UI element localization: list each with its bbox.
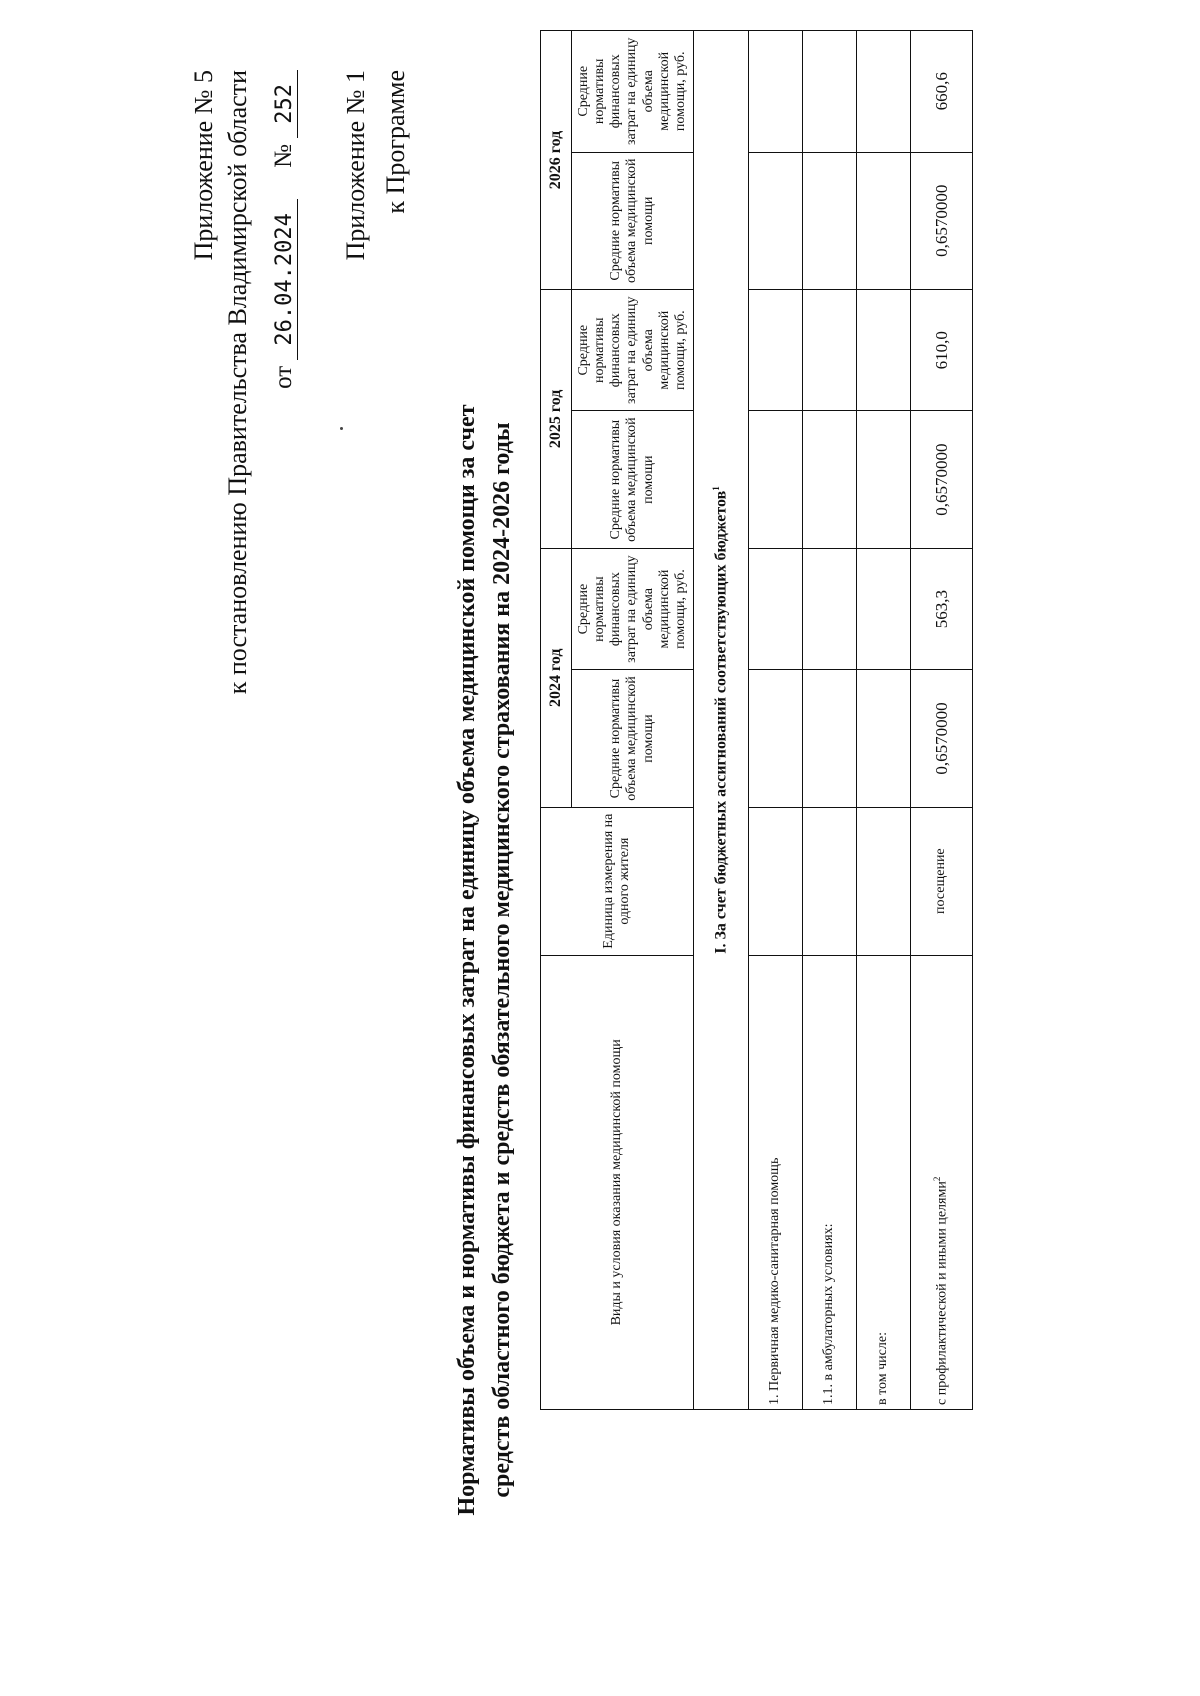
- resolution-reference: к постановлению Правительства Владимирской области: [223, 70, 252, 695]
- sub-header-volume-2026: Средние нормативы объема медицинской помощи: [572, 152, 694, 289]
- document-page: [0, 30, 1150, 1680]
- row-label: [911, 955, 973, 1409]
- year-2024-header: 2024 год: [541, 548, 572, 807]
- row-cost-2026: [749, 31, 803, 153]
- row-volume-2026: [749, 152, 803, 289]
- col-header-type: Виды и условия оказания медицинской помощи: [541, 955, 694, 1409]
- year-2026-header: 2026 год: [541, 31, 572, 290]
- title-line-1: Нормативы объема и нормативы финансовых затрат на единицу объема медицинской помощи за счет: [454, 404, 480, 1516]
- appendix-number: Приложение № 5: [189, 70, 218, 261]
- row-volume-2024: [803, 670, 857, 807]
- row-volume-2024: 0,6570000: [911, 670, 973, 807]
- document-title: [450, 310, 520, 1610]
- row-unit: [857, 807, 911, 955]
- year-2025-header: 2025 год: [541, 289, 572, 548]
- sub-header-volume-2025: Средние нормативы объема медицинской помощи: [572, 411, 694, 548]
- norms-table: [540, 30, 973, 1410]
- row-volume-2026: [803, 152, 857, 289]
- row-cost-2024: [803, 548, 857, 670]
- resolution-date-line: [268, 70, 299, 389]
- row-label: в том числе:: [857, 955, 911, 1409]
- table-row: [749, 31, 803, 1410]
- row-cost-2026: [857, 31, 911, 153]
- number-prefix: №: [270, 144, 297, 168]
- row-unit: посещение: [911, 807, 973, 955]
- row-cost-2025: [857, 289, 911, 411]
- row-cost-2026: [803, 31, 857, 153]
- sub-header-volume-2024: Средние нормативы объема медицинской помощи: [572, 670, 694, 807]
- date-prefix: от: [270, 365, 297, 389]
- row-cost-2025: [749, 289, 803, 411]
- table-row: [857, 31, 911, 1410]
- row-volume-2025: [803, 411, 857, 548]
- sub-header-cost-2024: Средние нормативы финансовых затрат на единицу объема медицинской помощи, руб.: [572, 548, 694, 670]
- row-cost-2024: [749, 548, 803, 670]
- program-reference: к Программе: [381, 70, 410, 214]
- row-cost-2024: 563,3: [911, 548, 973, 670]
- row-cost-2025: 610,0: [911, 289, 973, 411]
- footnote-marker-2: 2: [932, 1176, 943, 1182]
- resolution-date: 26.04.2024: [272, 199, 298, 359]
- sub-header-cost-2026: Средние нормативы финансовых затрат на единицу объема медицинской помощи, руб.: [572, 31, 694, 153]
- row-volume-2025: [857, 411, 911, 548]
- footnote-marker-1: 1: [711, 486, 722, 491]
- resolution-number: 252: [272, 70, 298, 138]
- row-cost-2026: 660,6: [911, 31, 973, 153]
- row-cost-2024: [857, 548, 911, 670]
- table-row: [911, 31, 973, 1410]
- row-volume-2026: 0,6570000: [911, 152, 973, 289]
- table-row: [803, 31, 857, 1410]
- sub-header-cost-2025: Средние нормативы финансовых затрат на единицу объема медицинской помощи, руб.: [572, 289, 694, 411]
- row-cost-2025: [803, 289, 857, 411]
- row-unit: [803, 807, 857, 955]
- row-label: 1. Первичная медико-санитарная помощь: [749, 955, 803, 1409]
- row-volume-2024: [857, 670, 911, 807]
- col-header-unit: Единица измерения на одного жителя: [541, 807, 694, 955]
- row-label-text: с профилактической и иными целями: [934, 1181, 950, 1405]
- section-budget-title: I. За счет бюджетных ассигнований соответствующих бюджетов: [712, 490, 730, 954]
- section-budget-header: [694, 31, 749, 1410]
- row-volume-2025: [749, 411, 803, 548]
- row-label: 1.1. в амбулаторных условиях:: [803, 955, 857, 1409]
- row-volume-2026: [857, 152, 911, 289]
- row-volume-2025: 0,6570000: [911, 411, 973, 548]
- row-volume-2024: [749, 670, 803, 807]
- program-appendix-number: Приложение № 1: [341, 70, 370, 261]
- title-line-2: средств областного бюджета и средств обязательного медицинского страхования на 2024-2026 годы: [488, 422, 515, 1498]
- row-unit: [749, 807, 803, 955]
- scan-speck: [340, 427, 343, 430]
